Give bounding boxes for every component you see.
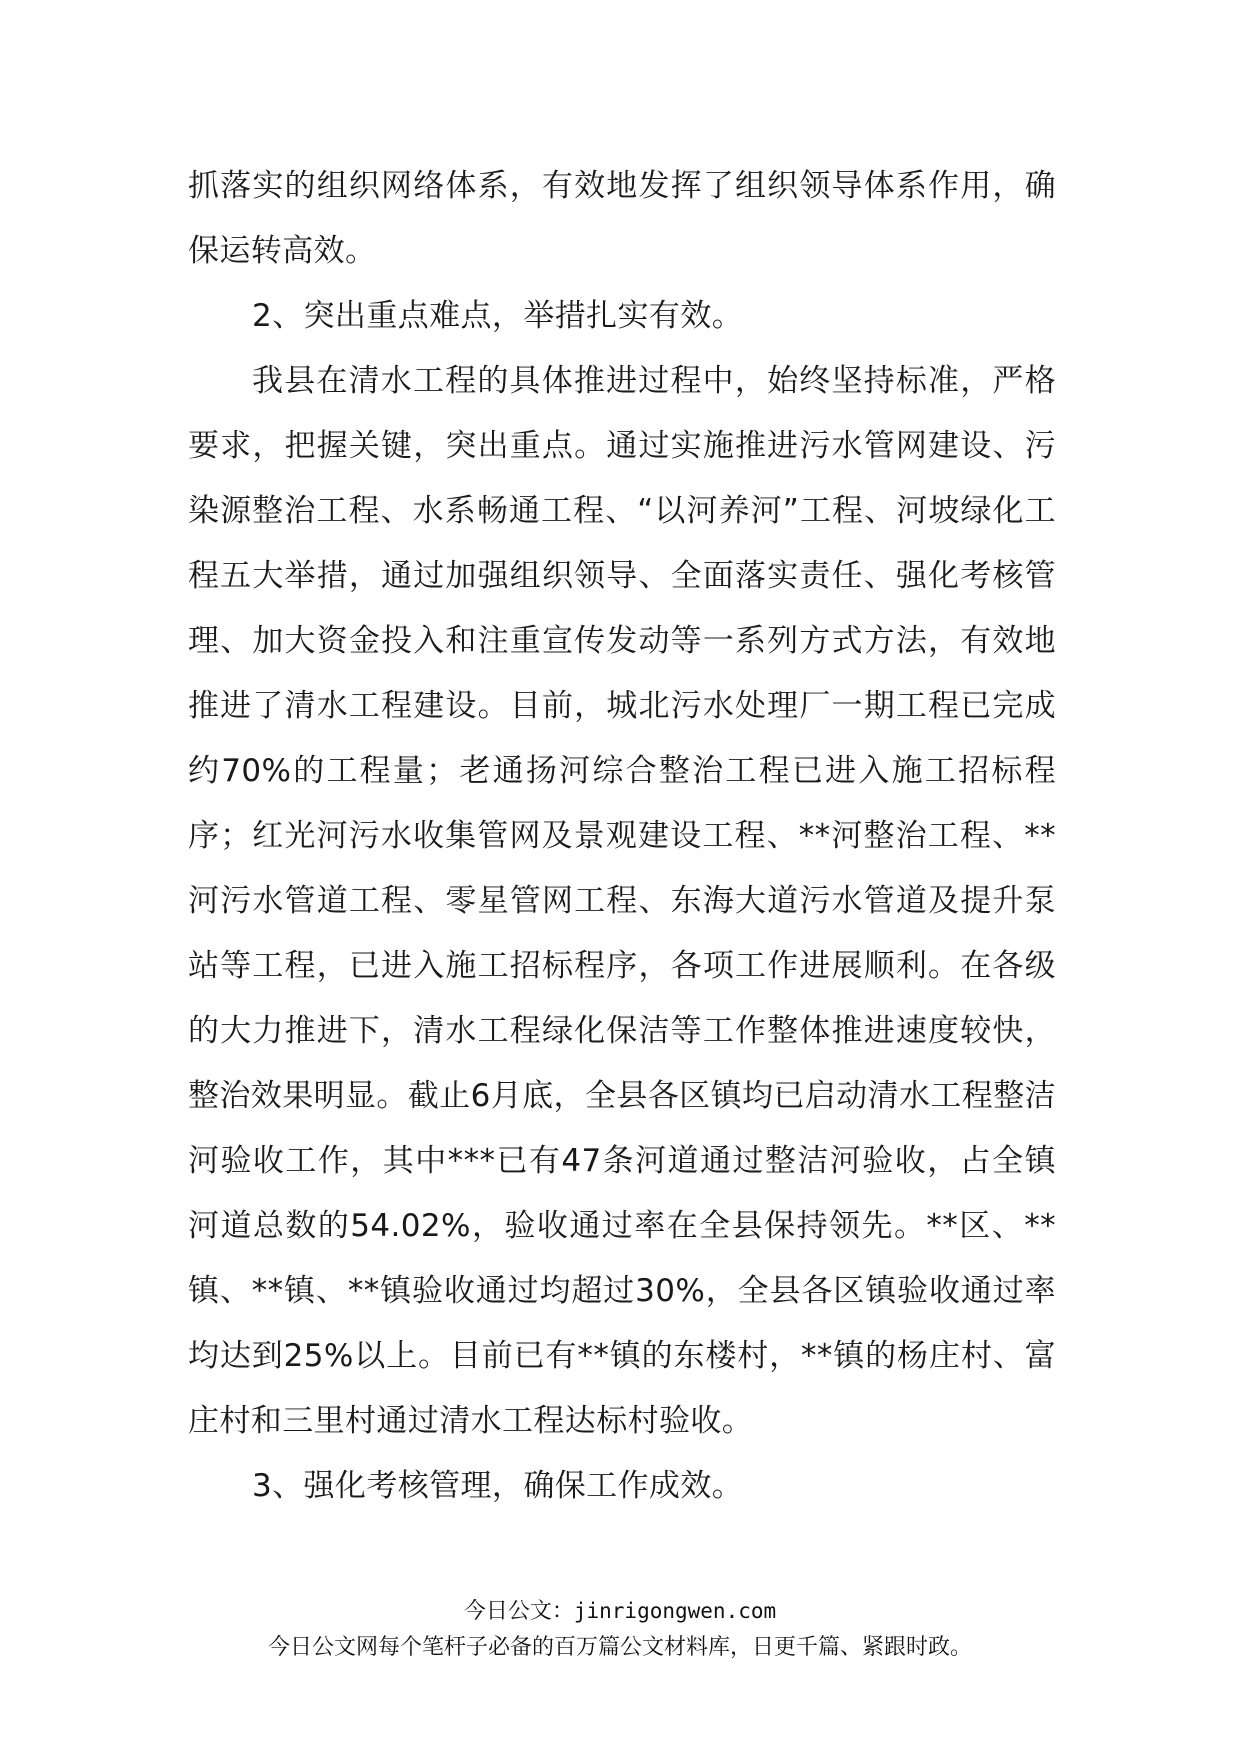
section-heading-2: 2、突出重点难点，举措扎实有效。 [252,298,744,334]
footer-slogan: 今日公文网每个笔杆子必备的百万篇公文材料库，日更千篇、紧跟时政。 [267,1635,972,1660]
paragraph-main: 我县在清水工程的具体推进过程中，始终坚持标准，严格要求，把握关键，突出重点。通过实施推进污水管网建设、污染源整治工程、水系畅通工程、“以河养河”工程、河坡绿化工程五大举措，通过加强组织领导、全面落实责任、强化考核管理、加大资金投入和注重宣传发动等一系列方式方法，有效地推进了清水工程建设。目前，城北污水处理厂一期工程已完成约70%的工程量；老通扬河综合整治工程已进入施工招标程序；红光河污水收集管网及景观建设工程、**河整治工程、**河污水管道工程、零星管网工程、东海大道污水管道及提升泵站等工程，已进入施工招标程序，各项工作进展顺利。在各级的大力推进下，清水工程绿化保洁等工作整体推进速度较快，整治效果明显。截止6月底，全县各区镇均已启动清水工程整洁河验收工作，其中***已有47条河道通过整洁河验收，占全镇河道总数的54.02%，验收通过率在全县保持领先。**区、**镇、**镇、**镇验收通过均超过30%，全县各区镇验收通过率均达到25%以上。目前已有**镇的东楼村，**镇的杨庄村、富庄村和三里村通过清水工程达标村验收。 [188,363,1056,1439]
section-heading-3: 3、强化考核管理，确保工作成效。 [252,1468,744,1504]
footer-source-line [0,1594,1240,1629]
footer [0,1594,1240,1667]
paragraph-continuation: 抓落实的组织网络体系，有效地发挥了组织领导体系作用，确保运转高效。 [188,168,1056,269]
footer-label: 今日公文： [463,1599,574,1624]
document-body [188,154,1056,1519]
footer-url-link[interactable]: jinrigongwen.com [573,1599,777,1623]
